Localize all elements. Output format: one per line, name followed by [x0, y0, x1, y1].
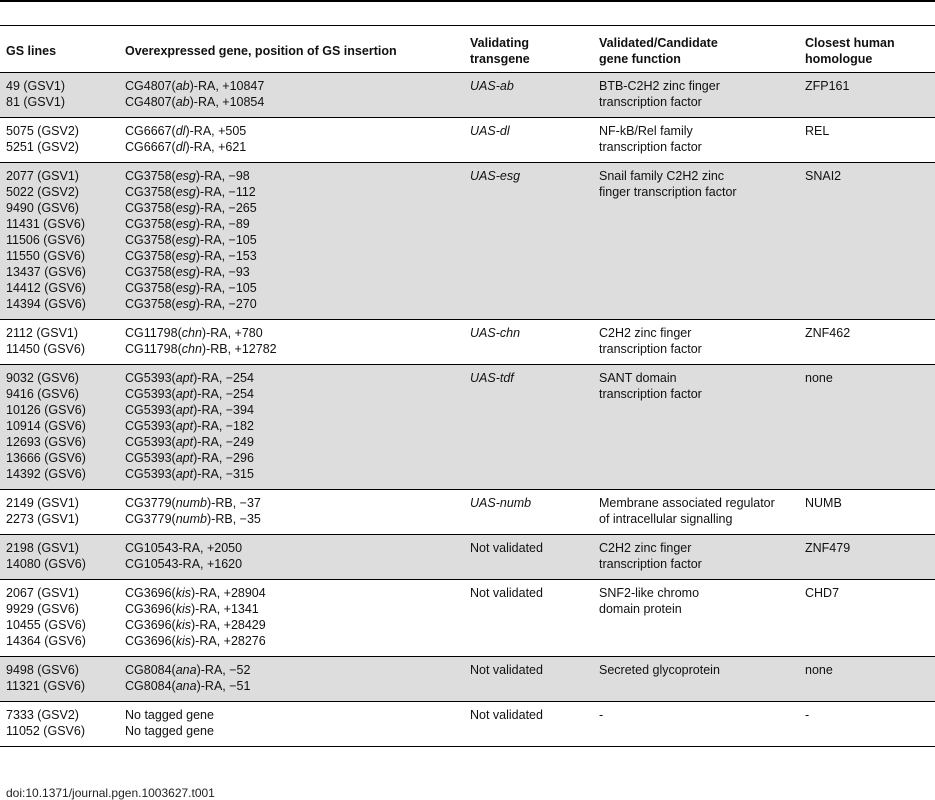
table-row: [0, 163, 935, 320]
gene-prefix: CG5393(: [125, 451, 176, 465]
gene-position: )-RA, +505: [185, 124, 247, 138]
gene-symbol: esg: [175, 233, 196, 247]
gs-lines-cell: [0, 320, 119, 365]
gene-function-cell: [593, 73, 799, 118]
validating-transgene-cell: [464, 702, 593, 747]
gs-line: 13437 (GSV6): [6, 265, 86, 279]
gene-insertion: [125, 617, 464, 633]
table-row: [0, 535, 935, 580]
gene-prefix: CG11798(: [125, 342, 182, 356]
table-row: [0, 118, 935, 163]
gene-insertion: [125, 184, 464, 200]
header-gene-function: Validated/Candidate gene function: [593, 26, 799, 73]
gs-line: 10126 (GSV6): [6, 403, 86, 417]
gene-symbol: ab: [175, 79, 190, 93]
gene-insertion: [125, 585, 464, 601]
gene-prefix: CG8084(: [125, 663, 176, 677]
gs-line: 14392 (GSV6): [6, 467, 86, 481]
validating-transgene-cell: [464, 365, 593, 490]
gene-function-cell: [593, 702, 799, 747]
gene-insertion: [125, 248, 464, 264]
homologue: NUMB: [805, 496, 842, 510]
transgene: UAS-ab: [470, 79, 514, 93]
gs-line: 9498 (GSV6): [6, 663, 79, 677]
gene-prefix: CG6667(: [125, 140, 176, 154]
table-header: [0, 26, 935, 73]
gene-position: )-RA, +28276: [191, 634, 266, 648]
header-gs-lines: GS lines: [0, 26, 119, 73]
gene-symbol: numb: [175, 496, 208, 510]
gene-symbol: apt: [175, 371, 194, 385]
transgene: UAS-numb: [470, 496, 532, 510]
gene-symbol: chn: [181, 342, 202, 356]
gene-position: )-RB, −37: [207, 496, 261, 510]
gene-insertion: [125, 232, 464, 248]
gs-line: 7333 (GSV2): [6, 708, 79, 722]
gs-line: 2112 (GSV1): [6, 326, 79, 340]
gene-symbol: apt: [175, 451, 194, 465]
gene-symbol: esg: [175, 201, 196, 215]
gene-position: )-RA, −105: [195, 281, 257, 295]
homologue: CHD7: [805, 586, 840, 600]
gs-lines-table: [0, 25, 935, 747]
gene-position: )-RA, +28429: [191, 618, 266, 632]
gene-function-cell: [593, 535, 799, 580]
gs-line: 5022 (GSV2): [6, 185, 79, 199]
overexpressed-gene-cell: [119, 490, 464, 535]
gene-symbol: apt: [175, 435, 194, 449]
gene-function-cell: [593, 657, 799, 702]
gene-prefix: CG3758(: [125, 185, 176, 199]
gene-position: )-RA, −270: [195, 297, 257, 311]
transgene: UAS-dl: [470, 124, 510, 138]
homologue: ZNF462: [805, 326, 851, 340]
gene-prefix: No tagged gene: [125, 708, 214, 722]
gene-symbol: esg: [175, 297, 196, 311]
gs-line: 5075 (GSV2): [6, 124, 79, 138]
gs-lines-cell: [0, 163, 119, 320]
transgene: Not validated: [470, 663, 543, 677]
gene-prefix: CG3696(: [125, 634, 176, 648]
gs-lines-cell: [0, 702, 119, 747]
gene-prefix: CG3758(: [125, 281, 176, 295]
gene-insertion: [125, 662, 464, 678]
gene-insertion: [125, 280, 464, 296]
table-row: [0, 580, 935, 657]
gene-symbol: esg: [175, 217, 196, 231]
gene-insertion: [125, 556, 464, 572]
gs-line: 11506 (GSV6): [6, 233, 85, 247]
human-homologue-cell: [799, 535, 935, 580]
gene-prefix: CG5393(: [125, 403, 176, 417]
gs-lines-cell: [0, 118, 119, 163]
gene-position: )-RA, −105: [195, 233, 257, 247]
doi-caption: doi:10.1371/journal.pgen.1003627.t001: [6, 786, 215, 800]
gs-line: 11321 (GSV6): [6, 679, 85, 693]
function-line: transcription factor: [599, 140, 702, 154]
gene-prefix: CG11798(: [125, 326, 182, 340]
gene-prefix: CG8084(: [125, 679, 176, 693]
gene-symbol: chn: [181, 326, 202, 340]
gene-position: )-RA, −254: [193, 387, 254, 401]
gene-function-cell: [593, 365, 799, 490]
gene-symbol: ana: [175, 663, 197, 677]
gs-line: 11450 (GSV6): [6, 342, 85, 356]
gene-position: )-RA, −52: [196, 663, 251, 677]
gene-position: )-RA, −112: [195, 185, 256, 199]
gene-prefix: CG3779(: [125, 512, 176, 526]
human-homologue-cell: [799, 320, 935, 365]
gene-insertion: [125, 434, 464, 450]
human-homologue-cell: [799, 580, 935, 657]
gene-symbol: dl: [175, 140, 186, 154]
gene-position: )-RA, −296: [193, 451, 254, 465]
function-line: NF-kB/Rel family: [599, 124, 693, 138]
transgene: UAS-esg: [470, 169, 521, 183]
gene-position: )-RA, −51: [196, 679, 251, 693]
overexpressed-gene-cell: [119, 73, 464, 118]
gene-insertion: [125, 601, 464, 617]
header-human-homologue: Closest human homologue: [799, 26, 935, 73]
function-line: transcription factor: [599, 95, 702, 109]
gene-prefix: CG3696(: [125, 586, 176, 600]
gs-line: 14412 (GSV6): [6, 281, 86, 295]
gene-symbol: esg: [175, 185, 196, 199]
gene-position: )-RA, +28904: [191, 586, 266, 600]
gene-insertion: [125, 370, 464, 386]
gene-prefix: CG3779(: [125, 496, 176, 510]
gene-insertion: [125, 466, 464, 482]
gs-line: 9032 (GSV6): [6, 371, 79, 385]
table-row: [0, 702, 935, 747]
gene-insertion: [125, 139, 464, 155]
gs-lines-cell: [0, 657, 119, 702]
gene-position: )-RA, −249: [193, 435, 254, 449]
gene-position: )-RA, −98: [195, 169, 250, 183]
gene-insertion: [125, 123, 464, 139]
gs-line: 2149 (GSV1): [6, 496, 79, 510]
validating-transgene-cell: [464, 163, 593, 320]
gene-insertion: [125, 678, 464, 694]
function-line: -: [599, 708, 604, 722]
homologue: SNAI2: [805, 169, 842, 183]
transgene: UAS-chn: [470, 326, 521, 340]
gene-prefix: CG6667(: [125, 124, 176, 138]
gene-position: )-RA, −265: [195, 201, 257, 215]
gene-prefix: CG3758(: [125, 169, 176, 183]
gene-function-cell: [593, 580, 799, 657]
gene-position: )-RA, −182: [193, 419, 254, 433]
gs-line: 14080 (GSV6): [6, 557, 86, 571]
table-row: [0, 73, 935, 118]
table-row: [0, 365, 935, 490]
gene-symbol: kis: [175, 586, 192, 600]
gene-symbol: dl: [175, 124, 186, 138]
gene-symbol: apt: [175, 387, 194, 401]
gene-position: )-RA, −254: [193, 371, 254, 385]
homologue: ZNF479: [805, 541, 851, 555]
human-homologue-cell: [799, 365, 935, 490]
gs-line: 2067 (GSV1): [6, 586, 79, 600]
gs-line: 2198 (GSV1): [6, 541, 79, 555]
gs-line: 10455 (GSV6): [6, 618, 86, 632]
gene-position: )-RA, −315: [193, 467, 254, 481]
gs-line: 11550 (GSV6): [6, 249, 85, 263]
gs-lines-cell: [0, 365, 119, 490]
function-line: SNF2-like chromo: [599, 586, 700, 600]
overexpressed-gene-cell: [119, 702, 464, 747]
gene-position: )-RA, −153: [195, 249, 257, 263]
human-homologue-cell: [799, 163, 935, 320]
top-rule: [0, 0, 935, 2]
gene-function-cell: [593, 163, 799, 320]
gene-insertion: [125, 402, 464, 418]
gene-insertion: [125, 540, 464, 556]
gene-position: )-RB, +12782: [201, 342, 277, 356]
gene-insertion: [125, 386, 464, 402]
gene-position: )-RA, +1341: [191, 602, 259, 616]
gene-symbol: apt: [175, 419, 194, 433]
gene-prefix: CG3758(: [125, 297, 176, 311]
human-homologue-cell: [799, 490, 935, 535]
overexpressed-gene-cell: [119, 118, 464, 163]
gene-position: )-RA, −93: [195, 265, 250, 279]
overexpressed-gene-cell: [119, 365, 464, 490]
gs-line: 9490 (GSV6): [6, 201, 79, 215]
gene-symbol: esg: [175, 265, 196, 279]
gs-lines-cell: [0, 490, 119, 535]
gene-prefix: CG3758(: [125, 217, 176, 231]
gene-prefix: CG3758(: [125, 233, 176, 247]
validating-transgene-cell: [464, 118, 593, 163]
function-line: Secreted glycoprotein: [599, 663, 720, 677]
overexpressed-gene-cell: [119, 657, 464, 702]
gene-insertion: [125, 200, 464, 216]
gene-position: )-RA, +780: [201, 326, 263, 340]
gene-insertion: [125, 511, 464, 527]
gene-position: )-RA, +10847: [189, 79, 265, 93]
transgene: UAS-tdf: [470, 371, 514, 385]
gene-prefix: CG3758(: [125, 201, 176, 215]
gene-position: )-RA, +621: [185, 140, 247, 154]
homologue: REL: [805, 124, 830, 138]
gene-insertion: [125, 216, 464, 232]
gs-line: 13666 (GSV6): [6, 451, 86, 465]
gs-line: 11431 (GSV6): [6, 217, 85, 231]
function-line: C2H2 zinc finger: [599, 326, 692, 340]
homologue: none: [805, 663, 833, 677]
gene-symbol: numb: [175, 512, 208, 526]
gs-line: 14394 (GSV6): [6, 297, 86, 311]
gs-line: 11052 (GSV6): [6, 724, 85, 738]
transgene: Not validated: [470, 541, 543, 555]
function-line: of intracellular signalling: [599, 512, 733, 526]
gs-line: 12693 (GSV6): [6, 435, 86, 449]
human-homologue-cell: [799, 657, 935, 702]
gene-symbol: kis: [175, 634, 192, 648]
gene-symbol: apt: [175, 467, 194, 481]
function-line: transcription factor: [599, 342, 702, 356]
function-line: domain protein: [599, 602, 682, 616]
table-row: [0, 320, 935, 365]
validating-transgene-cell: [464, 657, 593, 702]
validating-transgene-cell: [464, 73, 593, 118]
gene-symbol: ab: [175, 95, 190, 109]
validating-transgene-cell: [464, 580, 593, 657]
table-row: [0, 657, 935, 702]
gene-prefix: No tagged gene: [125, 724, 214, 738]
gene-prefix: CG5393(: [125, 371, 176, 385]
header-validating-transgene: Validating transgene: [464, 26, 593, 73]
gene-insertion: [125, 94, 464, 110]
gene-symbol: apt: [175, 403, 194, 417]
gs-lines-cell: [0, 535, 119, 580]
gs-line: 10914 (GSV6): [6, 419, 86, 433]
gene-prefix: CG4807(: [125, 95, 176, 109]
gs-line: 14364 (GSV6): [6, 634, 86, 648]
gs-lines-cell: [0, 73, 119, 118]
gene-position: )-RA, −89: [195, 217, 250, 231]
gene-position: )-RB, −35: [207, 512, 261, 526]
table-body: [0, 73, 935, 747]
gs-line: 9929 (GSV6): [6, 602, 79, 616]
gs-line: 2077 (GSV1): [6, 169, 79, 183]
homologue: -: [805, 708, 810, 722]
gene-insertion: [125, 325, 464, 341]
gene-function-cell: [593, 320, 799, 365]
header-overexpressed-gene: Overexpressed gene, position of GS insertion: [119, 26, 464, 73]
function-line: transcription factor: [599, 387, 702, 401]
function-line: transcription factor: [599, 557, 702, 571]
gene-function-cell: [593, 118, 799, 163]
validating-transgene-cell: [464, 535, 593, 580]
overexpressed-gene-cell: [119, 580, 464, 657]
gs-line: 9416 (GSV6): [6, 387, 79, 401]
gene-prefix: CG5393(: [125, 387, 176, 401]
overexpressed-gene-cell: [119, 320, 464, 365]
gs-line: 2273 (GSV1): [6, 512, 79, 526]
gene-prefix: CG4807(: [125, 79, 176, 93]
gene-position: )-RA, −394: [193, 403, 254, 417]
gene-insertion: [125, 495, 464, 511]
transgene: Not validated: [470, 708, 543, 722]
function-line: finger transcription factor: [599, 185, 737, 199]
function-line: Membrane associated regulator: [599, 496, 775, 510]
gs-lines-cell: [0, 580, 119, 657]
gene-function-cell: [593, 490, 799, 535]
validating-transgene-cell: [464, 490, 593, 535]
human-homologue-cell: [799, 73, 935, 118]
gene-insertion: [125, 341, 464, 357]
gene-insertion: [125, 707, 464, 723]
function-line: SANT domain: [599, 371, 677, 385]
gene-insertion: [125, 723, 464, 739]
gene-prefix: CG3758(: [125, 265, 176, 279]
gene-symbol: kis: [175, 602, 192, 616]
gene-insertion: [125, 296, 464, 312]
gene-prefix: CG5393(: [125, 467, 176, 481]
gs-line: 5251 (GSV2): [6, 140, 79, 154]
function-line: BTB-C2H2 zinc finger: [599, 79, 720, 93]
gene-prefix: CG10543-RA, +1620: [125, 557, 243, 571]
homologue: none: [805, 371, 833, 385]
overexpressed-gene-cell: [119, 163, 464, 320]
gs-line: 81 (GSV1): [6, 95, 66, 109]
gene-symbol: esg: [175, 169, 196, 183]
transgene: Not validated: [470, 586, 543, 600]
gene-insertion: [125, 450, 464, 466]
gene-prefix: CG5393(: [125, 435, 176, 449]
gene-insertion: [125, 264, 464, 280]
overexpressed-gene-cell: [119, 535, 464, 580]
gene-prefix: CG3758(: [125, 249, 176, 263]
gene-prefix: CG3696(: [125, 602, 176, 616]
human-homologue-cell: [799, 118, 935, 163]
gene-position: )-RA, +10854: [189, 95, 265, 109]
gene-insertion: [125, 78, 464, 94]
gene-symbol: kis: [175, 618, 192, 632]
gs-line: 49 (GSV1): [6, 79, 66, 93]
homologue: ZFP161: [805, 79, 850, 93]
function-line: Snail family C2H2 zinc: [599, 169, 725, 183]
table-row: [0, 490, 935, 535]
gene-insertion: [125, 168, 464, 184]
gene-symbol: ana: [175, 679, 197, 693]
gene-insertion: [125, 418, 464, 434]
gene-prefix: CG3696(: [125, 618, 176, 632]
gene-prefix: CG5393(: [125, 419, 176, 433]
human-homologue-cell: [799, 702, 935, 747]
validating-transgene-cell: [464, 320, 593, 365]
gene-symbol: esg: [175, 281, 196, 295]
gene-symbol: esg: [175, 249, 196, 263]
gene-insertion: [125, 633, 464, 649]
function-line: C2H2 zinc finger: [599, 541, 692, 555]
gene-prefix: CG10543-RA, +2050: [125, 541, 243, 555]
